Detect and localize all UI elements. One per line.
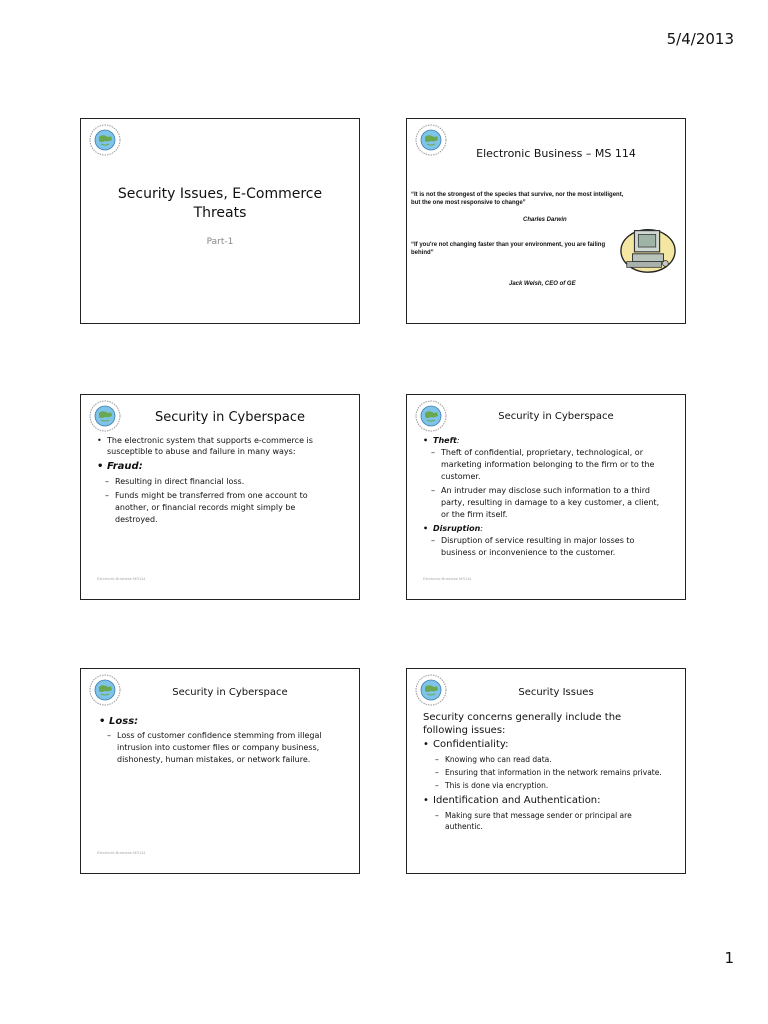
slide-footer: Electronic Business MS114 (97, 850, 146, 855)
slide-3 (80, 394, 360, 600)
computer-clipart-icon (619, 219, 677, 277)
globe-logo-icon (88, 123, 122, 157)
authentication-point-1: – Making sure that message sender or principal are authentic. (423, 810, 681, 832)
slide-4 (406, 394, 686, 600)
slide-6 (406, 668, 686, 874)
slide-subtitle: Part-1 (206, 237, 234, 247)
print-date: 5/4/2013 (666, 30, 734, 48)
slide-title: Security Issues (518, 687, 594, 698)
disruption-heading-colon: : (480, 524, 483, 533)
disruption-heading (419, 523, 681, 534)
quote-welsh: “If you're not changing faster than your environment, you are failing behind” (411, 242, 606, 256)
slide-footer: Electronic Business MS114 (97, 576, 146, 581)
confidentiality-point-2: – Ensuring that information in the network remains private. (423, 767, 681, 778)
confidentiality-point-3: – This is done via encryption. (423, 780, 681, 791)
confidentiality-heading: • Confidentiality: (419, 738, 681, 752)
confidentiality-point-1: – Knowing who can read data. (423, 754, 681, 765)
quote-darwin: “It is not the strongest of the species that survive, nor the most intelligent, but the one most responsive to change” (411, 192, 624, 206)
theft-heading (419, 435, 681, 446)
disruption-heading-label: Disruption (433, 524, 481, 533)
slide-title: Security Issues, E-Commerce Threats (117, 186, 323, 221)
disruption-point-1: – Disruption of service resulting in major losses to business or inconvenience to the customer. (419, 535, 681, 559)
loss-point-1: – Loss of customer confidence stemming from illegal intrusion into customer files or company business, dishonesty, human mistakes, or network failure. (95, 730, 355, 766)
loss-heading: • Loss: (95, 715, 355, 729)
theft-heading-colon: : (456, 436, 460, 445)
page-number: 1 (724, 949, 734, 967)
slide-footer: Electronic Business MS114 (423, 576, 472, 581)
theft-point-2: – An intruder may disclose such information to a third party, resulting in damage to a key customer, a client, or the firm itself. (419, 485, 681, 521)
slide-5 (80, 668, 360, 874)
theft-heading-label: Theft (433, 436, 457, 445)
attribution-welsh: Jack Welsh, CEO of GE (509, 281, 576, 287)
slide-title: Security in Cyberspace (172, 687, 288, 698)
slide-1 (80, 118, 360, 324)
fraud-point-1: – Resulting in direct financial loss. (93, 476, 353, 488)
slide-title: Electronic Business – MS 114 (476, 147, 636, 160)
theft-point-1: – Theft of confidential, proprietary, technological, or marketing information belonging to the firm or to the customer. (419, 447, 681, 483)
slide-title: Security in Cyberspace (498, 411, 614, 422)
fraud-point-2: – Funds might be transferred from one account to another, or financial records might simply be destroyed. (93, 490, 353, 526)
fraud-heading: • Fraud: (93, 460, 353, 474)
intro-point: • The electronic system that supports e-commerce is susceptible to abuse and failure in many ways: (93, 435, 353, 457)
security-intro: Security concerns generally include the following issues: (423, 712, 622, 736)
authentication-heading: • Identification and Authentication: (419, 794, 681, 808)
slide-2 (406, 118, 686, 324)
attribution-darwin: Charles Darwin (523, 217, 567, 223)
slide-title: Security in Cyberspace (154, 410, 305, 425)
